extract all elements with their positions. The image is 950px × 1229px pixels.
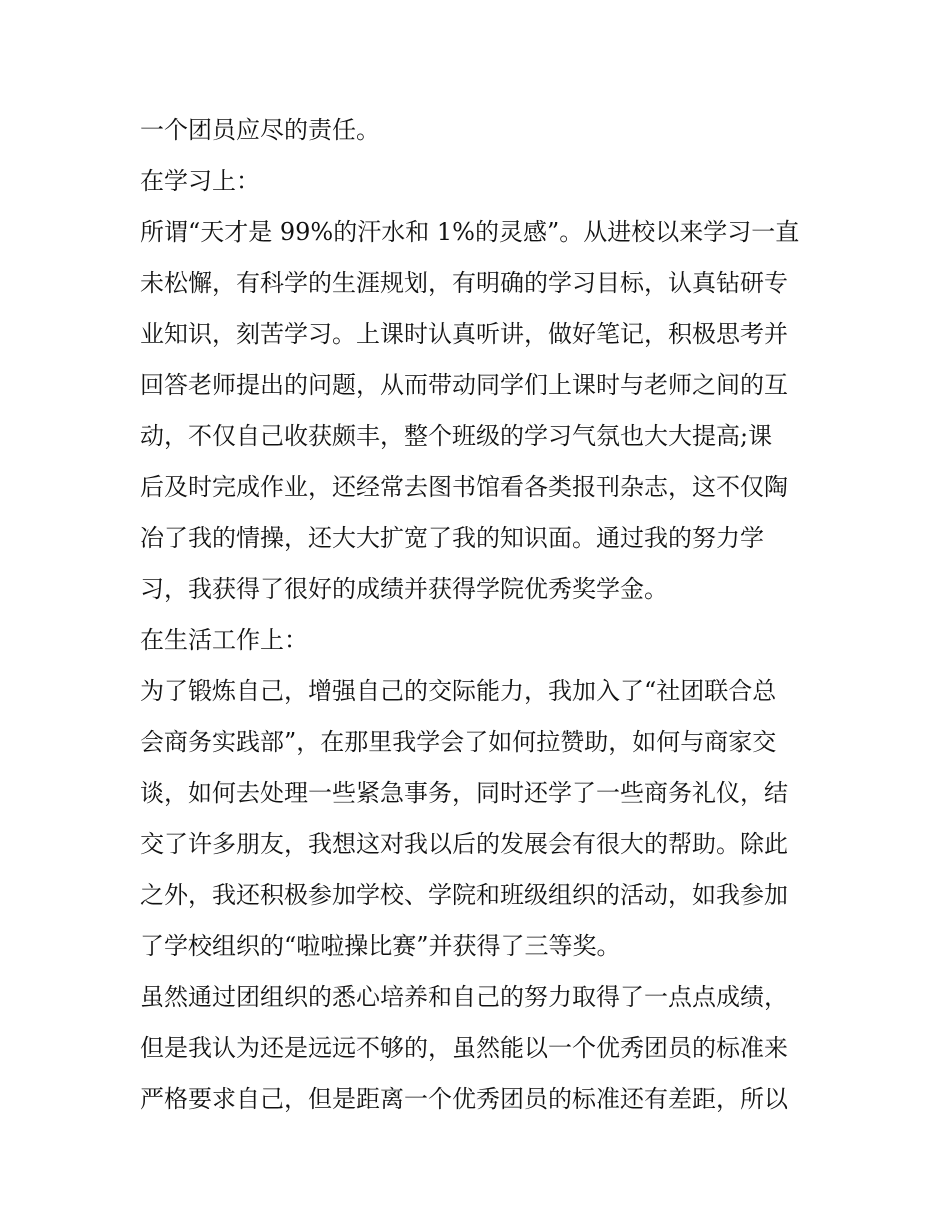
text-line: 交了许多朋友，我想这对我以后的发展会有很大的帮助。除此 xyxy=(140,830,788,858)
text-line: 之外，我还积极参加学校、学院和班级组织的活动，如我参加 xyxy=(140,881,788,909)
text-line: 动，不仅自己收获颇丰，整个班级的学习气氛也大大提高;课 xyxy=(140,422,773,450)
text-line: 习，我获得了很好的成绩并获得学院优秀奖学金。 xyxy=(140,575,668,603)
text-line: 一个团员应尽的责任。 xyxy=(140,116,380,144)
text-line: 冶了我的情操，还大大扩宽了我的知识面。通过我的努力学 xyxy=(140,524,764,552)
section-heading-life-work: 在生活工作上： xyxy=(140,626,308,654)
text-line: 后及时完成作业，还经常去图书馆看各类报刊杂志，这不仅陶 xyxy=(140,473,788,501)
text-line: 会商务实践部”，在那里我学会了如何拉赞助，如何与商家交 xyxy=(140,728,777,756)
text-line: 虽然通过团组织的悉心培养和自己的努力取得了一点点成绩， xyxy=(140,983,788,1011)
text-line: 了学校组织的“啦啦操比赛”并获得了三等奖。 xyxy=(140,932,621,960)
text-line: 未松懈，有科学的生涯规划，有明确的学习目标，认真钻研专 xyxy=(140,269,788,297)
text-line: 谈，如何去处理一些紧急事务，同时还学了一些商务礼仪，结 xyxy=(140,779,788,807)
text-line: 回答老师提出的问题，从而带动同学们上课时与老师之间的互 xyxy=(140,371,788,399)
section-heading-study: 在学习上： xyxy=(140,167,260,195)
text-line: 业知识，刻苦学习。上课时认真听讲，做好笔记，积极思考并 xyxy=(140,320,788,348)
text-line: 为了锻炼自己，增强自己的交际能力，我加入了“社团联合总 xyxy=(140,677,777,705)
text-line: 严格要求自己，但是距离一个优秀团员的标准还有差距，所以 xyxy=(140,1085,788,1113)
text-line: 但是我认为还是远远不够的，虽然能以一个优秀团员的标准来 xyxy=(140,1034,788,1062)
text-line: 所谓“天才是 99%的汗水和 1%的灵感”。从进校以来学习一直 xyxy=(140,218,800,246)
